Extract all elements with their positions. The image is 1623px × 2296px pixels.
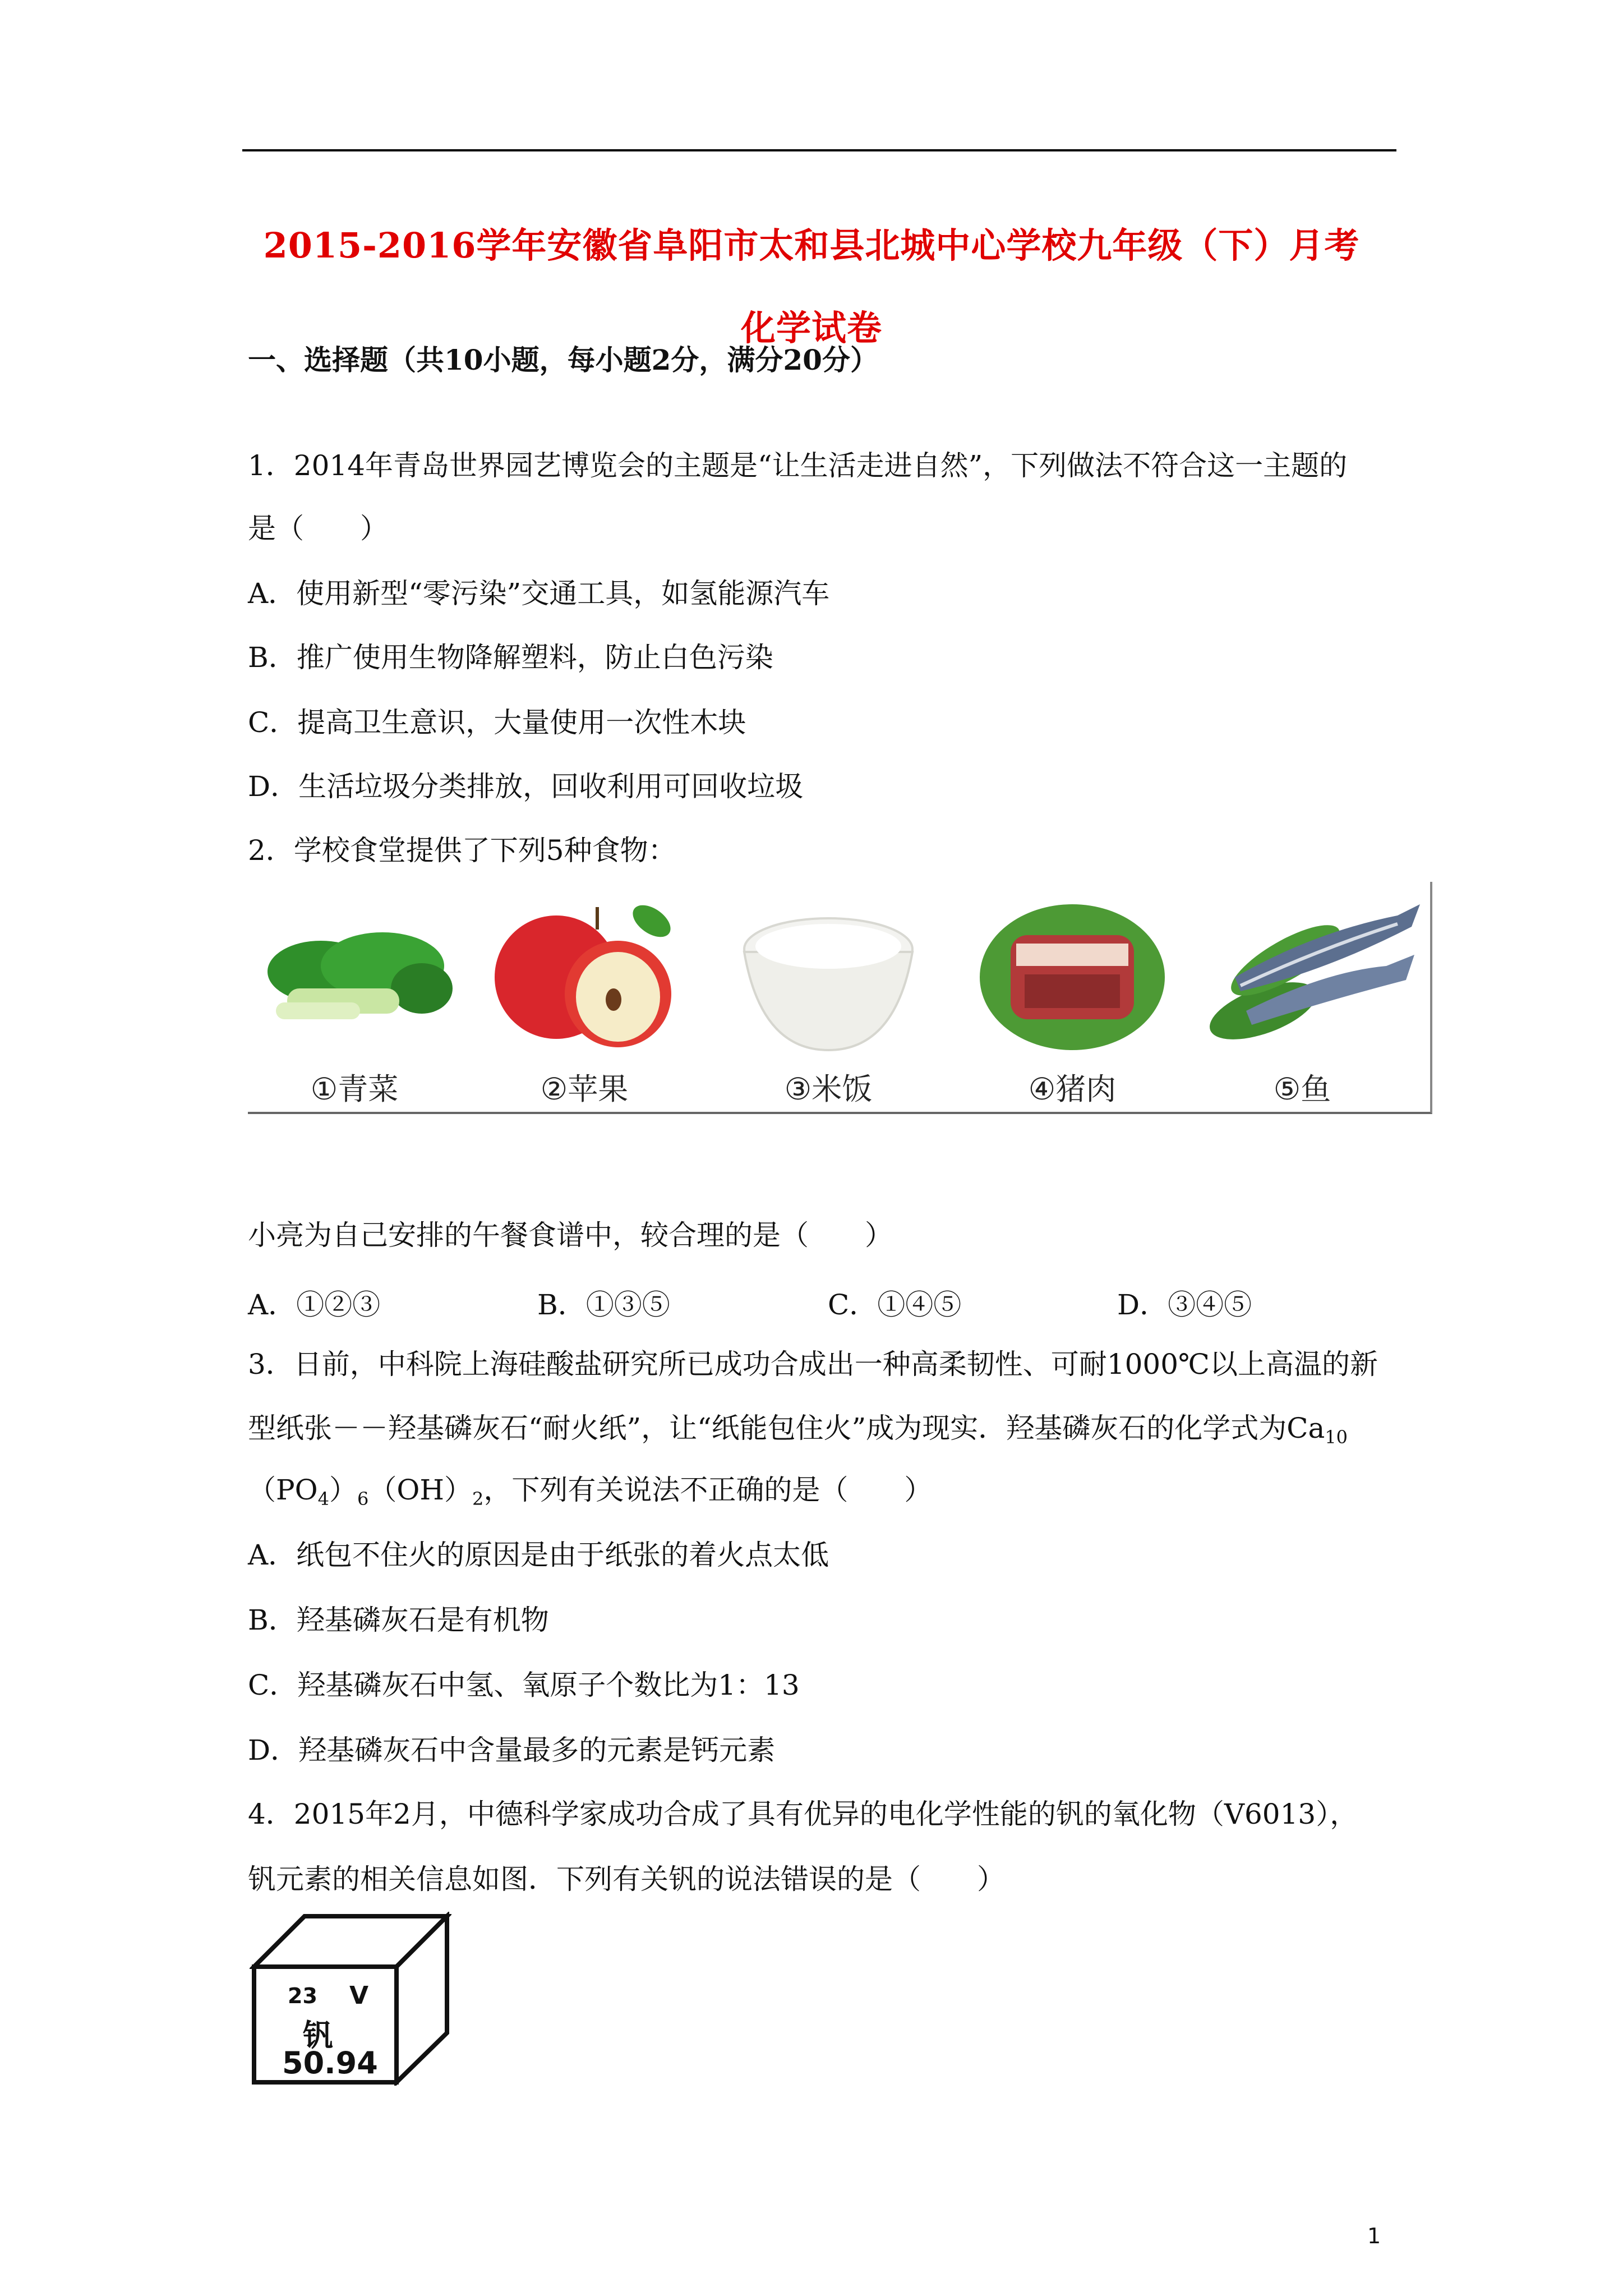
food-label-fish: ⑤鱼 xyxy=(1273,1071,1331,1107)
q1-stem-line1: 1．2014年青岛世界园艺博览会的主题是“让生活走进自然”，下列做法不符合这一主题的 xyxy=(248,449,1348,482)
q3-option-b: B．羟基磷灰石是有机物 xyxy=(248,1604,549,1636)
element-atomic-mass: 50.94 xyxy=(282,2045,378,2081)
food-greens xyxy=(253,882,455,1112)
element-symbol: V xyxy=(349,1981,369,2010)
page-number: 1 xyxy=(1367,2224,1381,2248)
food-label-pork: ④猪肉 xyxy=(1028,1071,1117,1107)
document-title-line1: 2015-2016学年安徽省阜阳市太和县北城中心学校九年级（下）月考 xyxy=(263,225,1360,266)
document-title-line2: 化学试卷 xyxy=(740,307,882,348)
pork-icon xyxy=(971,882,1173,1073)
q4-stem-line2: 钒元素的相关信息如图．下列有关钒的说法错误的是（ ） xyxy=(248,1863,1005,1895)
q1-stem-line2: 是（ ） xyxy=(248,512,388,545)
food-image-strip xyxy=(248,882,1432,1114)
q3-stem-line2: 型纸张－－羟基磷灰石“耐火纸”，让“纸能包住火”成为现实．羟基磷灰石的化学式为$Ca_{10}$ xyxy=(248,1412,1348,1448)
q4-stem-line1: 4．2015年2月，中德科学家成功合成了具有优异的电化学性能的钒的氧化物（V6013）， xyxy=(248,1798,1358,1830)
rice-bowl-icon xyxy=(727,882,929,1073)
element-name: 钒 xyxy=(303,2018,333,2053)
q1-option-a: A．使用新型“零污染”交通工具，如氢能源汽车 xyxy=(248,577,830,610)
q3-formula-sub-10: 10 xyxy=(1325,1427,1348,1448)
q2-option-c: C．①④⑤ xyxy=(828,1289,962,1321)
q2-stem: 2．学校食堂提供了下列5种食物： xyxy=(248,834,676,867)
q2-option-a: A．①②③ xyxy=(248,1289,381,1321)
apple-icon xyxy=(483,882,685,1073)
food-apple xyxy=(483,882,685,1112)
q3-option-d: D．羟基磷灰石中含量最多的元素是钙元素 xyxy=(248,1734,776,1766)
q1-option-c: C．提高卫生意识，大量使用一次性木块 xyxy=(248,706,746,739)
food-label-greens: ①青菜 xyxy=(310,1071,399,1107)
q1-option-d: D．生活垃圾分类排放，回收利用可回收垃圾 xyxy=(248,770,804,803)
food-fish xyxy=(1201,882,1403,1112)
element-atomic-number: 23 xyxy=(288,1984,317,2008)
food-pork xyxy=(971,882,1173,1112)
section-heading: 一、选择题（共10小题，每小题2分，满分20分） xyxy=(248,343,878,376)
q2-question: 小亮为自己安排的午餐食谱中，较合理的是（ ） xyxy=(248,1219,893,1251)
greens-icon xyxy=(253,882,455,1073)
q3-stem-line3: $(PO_4)_6(OH)_2$，下列有关说法不正确的是（ ） xyxy=(248,1474,933,1510)
food-label-apple: ②苹果 xyxy=(540,1071,629,1107)
q1-option-b: B．推广使用生物降解塑料，防止白色污染 xyxy=(248,641,773,674)
q2-option-d: D．③④⑤ xyxy=(1117,1289,1252,1321)
fish-icon xyxy=(1201,882,1426,1073)
food-rice xyxy=(727,882,929,1112)
q2-option-b: B．①③⑤ xyxy=(537,1289,670,1321)
q3-option-c: C．羟基磷灰石中氢、氧原子个数比为1：13 xyxy=(248,1669,800,1701)
q3-option-a: A．纸包不住火的原因是由于纸张的着火点太低 xyxy=(248,1539,829,1571)
header-rule xyxy=(242,149,1396,151)
q3-stem-line1: 3．日前，中科院上海硅酸盐研究所已成功合成出一种高柔韧性、可耐1000℃以上高温的新 xyxy=(248,1348,1378,1381)
element-card-vanadium xyxy=(250,1912,451,2086)
food-label-rice: ③米饭 xyxy=(784,1071,873,1107)
